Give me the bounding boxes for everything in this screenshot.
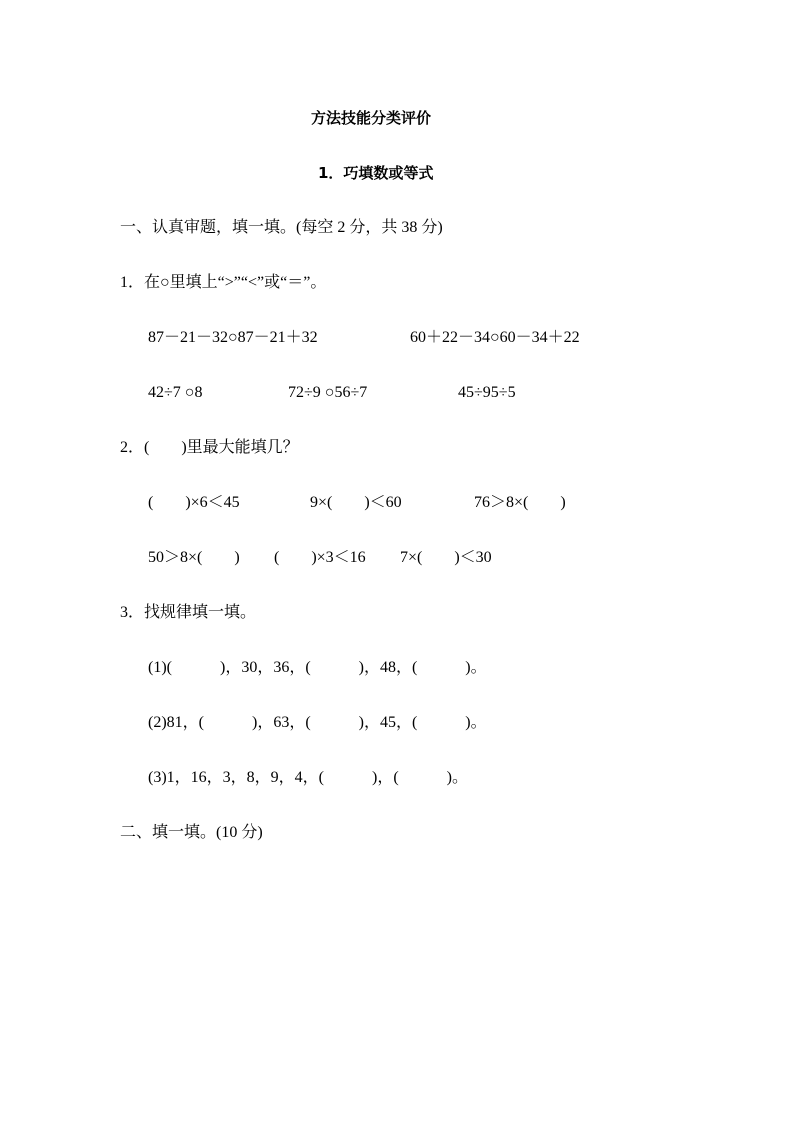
page-title: 方法技能分类评价 <box>311 109 432 127</box>
q1-label: 1．在○里填上“>”“<”或“＝”。 <box>120 274 327 291</box>
q1-item: 42÷7 ○8 <box>148 384 203 401</box>
q2-item: 76＞8×( ) <box>474 494 566 511</box>
q2-label: 2．( )里最大能填几？ <box>120 439 299 456</box>
q2-item: 7×( )＜30 <box>400 549 492 566</box>
q2-item: 50＞8×( ) <box>148 549 240 566</box>
q2-item: ( )×6＜45 <box>148 494 240 511</box>
q3-item: (3)1，16，3，8，9，4，( )，( )。 <box>148 769 468 786</box>
q2-item: 9×( )＜60 <box>310 494 402 511</box>
q1-item: 72÷9 ○56÷7 <box>288 384 368 401</box>
q1-item: 87－21－32○87－21＋32 <box>148 329 318 346</box>
subtitle: 1．巧填数或等式 <box>318 164 434 182</box>
q3-item: (1)( )，30，36，( )，48，( )。 <box>148 659 487 676</box>
q2-item: ( )×3＜16 <box>274 549 366 566</box>
q3-label: 3．找规律填一填。 <box>120 604 257 621</box>
section2-heading: 二、填一填。(10 分) <box>120 824 263 841</box>
section1-heading: 一、认真审题，填一填。(每空 2 分，共 38 分) <box>120 219 443 236</box>
q1-item: 60＋22－34○60－34＋22 <box>410 329 580 346</box>
q3-item: (2)81，( )，63，( )，45，( )。 <box>148 714 487 731</box>
q1-item: 45÷95÷5 <box>458 384 516 401</box>
